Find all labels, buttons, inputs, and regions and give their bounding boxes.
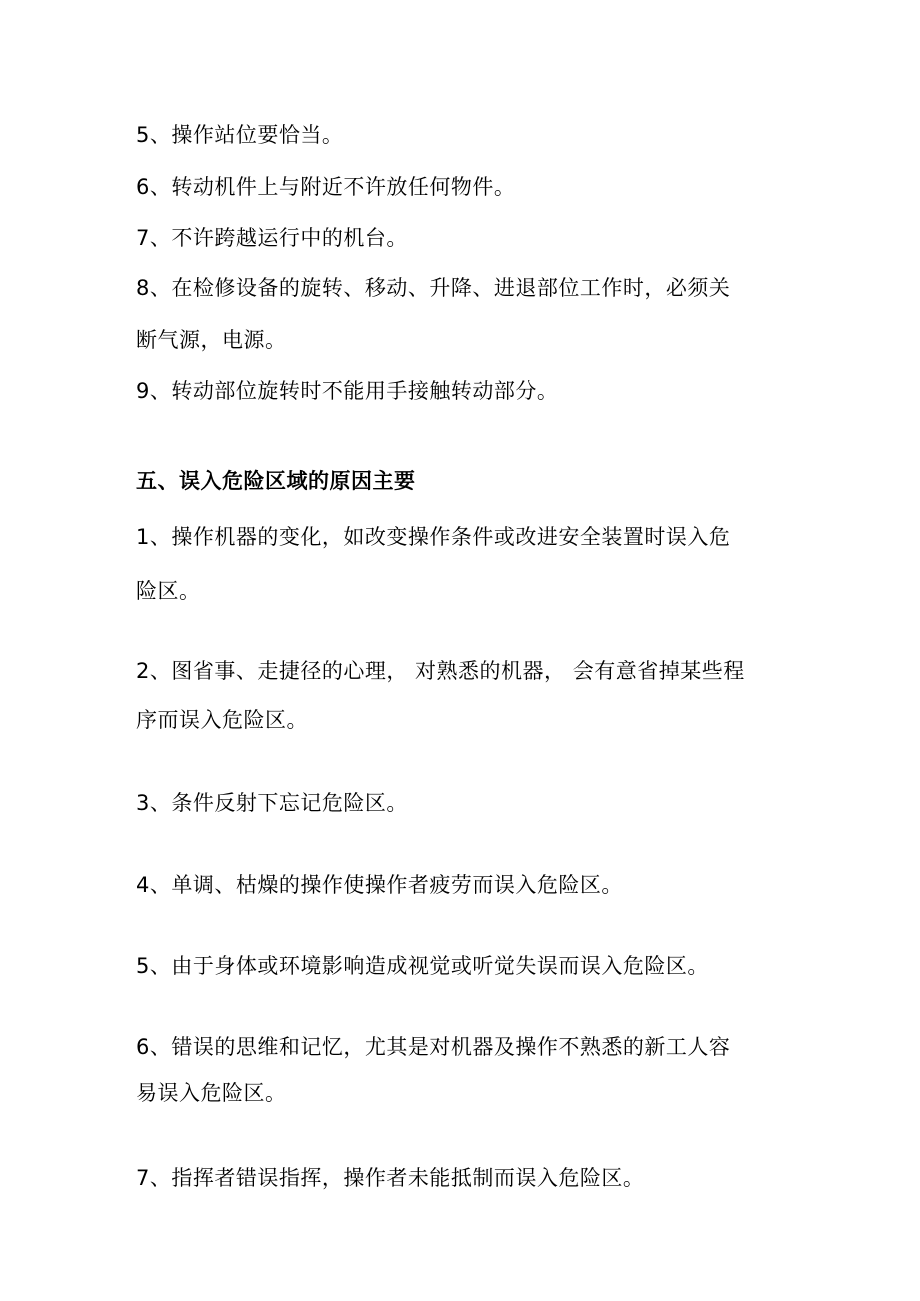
list-item-line-continued: 断气源，电源。 (136, 328, 287, 352)
list-item-line: 6、错误的思维和记忆，尤其是对机器及操作不熟悉的新工人容 (136, 1035, 731, 1059)
list-item-line: 2、图省事、走捷径的心理， 对熟悉的机器， 会有意省掉某些程 (136, 659, 745, 683)
list-item-line: 5、由于身体或环境影响造成视觉或听觉失误而误入危险区。 (136, 954, 709, 978)
list-item-line: 1、操作机器的变化，如改变操作条件或改进安全装置时误入危 (136, 525, 731, 549)
list-item-line: 5、操作站位要恰当。 (136, 123, 344, 147)
list-item-line-continued: 险区。 (136, 579, 201, 603)
list-item-line: 6、转动机件上与附近不许放任何物件。 (136, 175, 516, 199)
list-item-line: 8、在检修设备的旋转、移动、升降、进退部位工作时，必须关 (136, 276, 731, 300)
list-item-line: 7、指挥者错误指挥，操作者未能抵制而误入危险区。 (136, 1166, 645, 1190)
list-item-line-continued: 序而误入危险区。 (136, 708, 308, 732)
section-heading: 五、误入危险区域的原因主要 (136, 469, 416, 493)
list-item-line: 4、单调、枯燥的操作使操作者疲劳而误入危险区。 (136, 873, 623, 897)
list-item-line: 3、条件反射下忘记危险区。 (136, 791, 408, 815)
list-item-line: 9、转动部位旋转时不能用手接触转动部分。 (136, 379, 559, 403)
list-item-line: 7、不许跨越运行中的机台。 (136, 226, 408, 250)
list-item-line-continued: 易误入危险区。 (136, 1081, 287, 1105)
